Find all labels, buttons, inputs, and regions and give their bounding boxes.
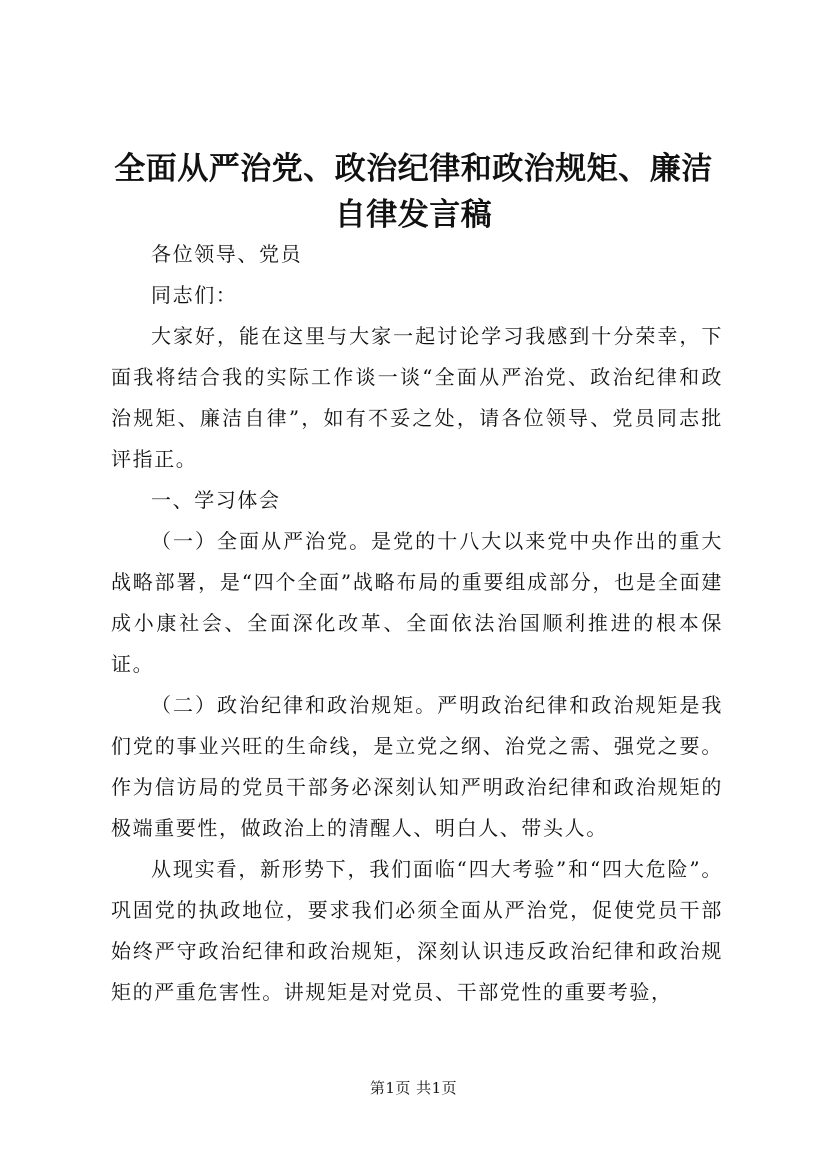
- section-heading-learning: 一、学习体会: [151, 488, 281, 512]
- paragraph-salutation-1: 各位领导、党员: [151, 242, 303, 266]
- page-footer: 第1页 共1页: [369, 1079, 458, 1097]
- document-title: 全面从严治党、政治纪律和政治规矩、廉洁自律发言稿: [114, 151, 713, 233]
- paragraph-opening: 大家好，能在这里与大家一起讨论学习我感到十分荣幸，下面我将结合我的实际工作谈一谈“全面从严治党、政治纪律和政治规矩、廉洁自律”，如有不妥之处，请各位领导、党员同志批评指正。: [111, 324, 723, 471]
- paragraph-salutation-2: 同志们：: [151, 283, 238, 307]
- paragraph-item-2: （二）政治纪律和政治规矩。严明政治纪律和政治规矩是我们党的事业兴旺的生命线，是立党之纲、治党之需、强党之要。作为信访局的党员干部务必深刻认知严明政治纪律和政治规矩的极端重要性，做政治上的清醒人、明白人、带头人。: [111, 693, 723, 840]
- paragraph-reality: 从现实看，新形势下，我们面临“四大考验”和“四大危险”。巩固党的执政地位，要求我们必须全面从严治党，促使党员干部始终严守政治纪律和政治规矩，深刻认识违反政治纪律和政治规矩的严重危害性。讲规矩是对党员、干部党性的重要考验，: [111, 857, 723, 1004]
- document-body: [111, 234, 723, 1013]
- paragraph-item-1: （一）全面从严治党。是党的十八大以来党中央作出的重大战略部署，是“四个全面”战略布局的重要组成部分，也是全面建成小康社会、全面深化改革、全面依法治国顺利推进的根本保证。: [111, 529, 723, 676]
